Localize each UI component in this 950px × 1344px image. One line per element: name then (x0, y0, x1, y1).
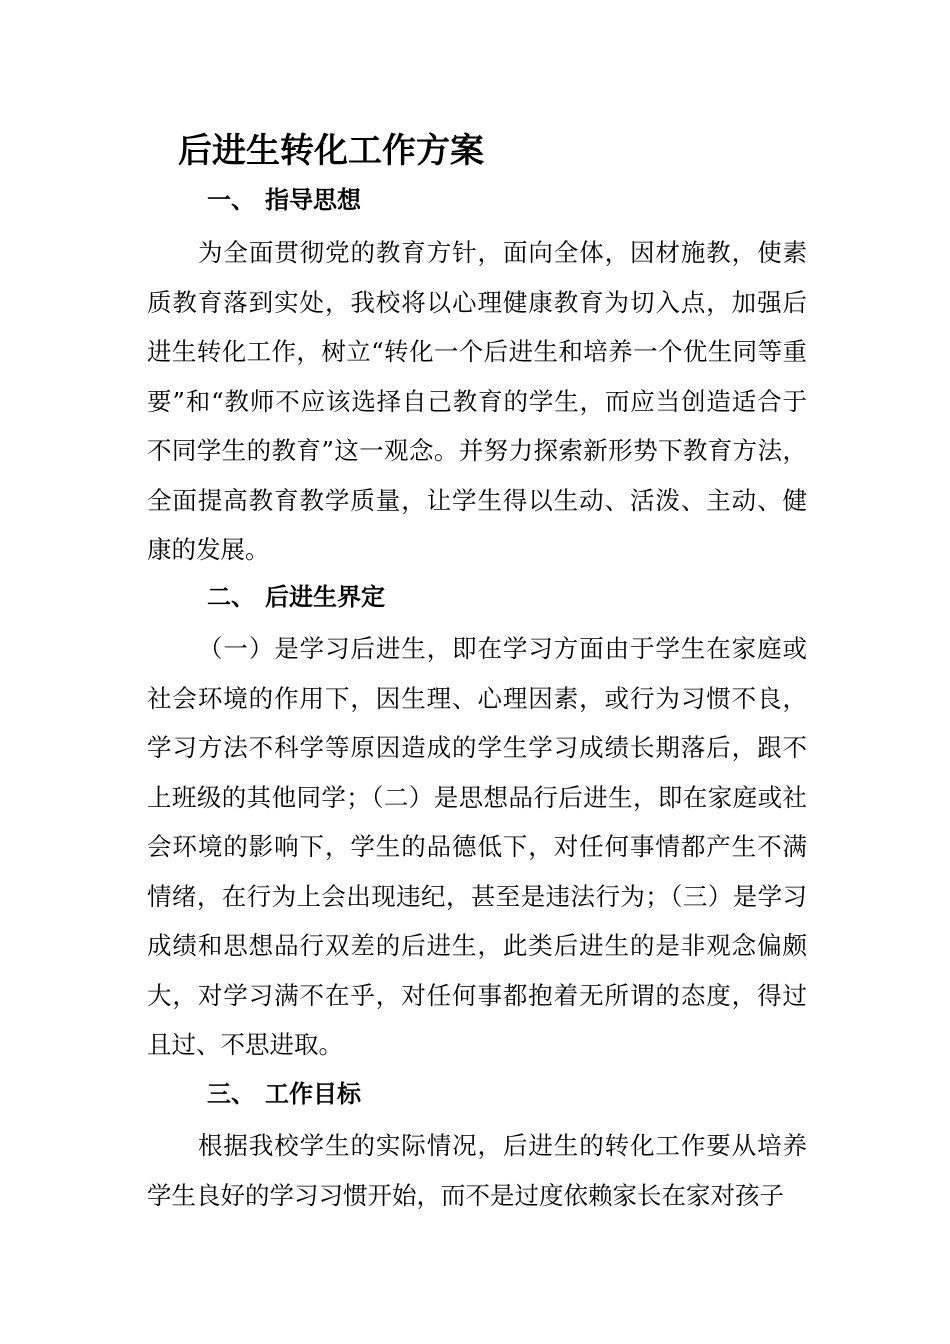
section-number: 一、 (207, 186, 255, 214)
section-number: 二、 (207, 583, 255, 611)
document-title: 后进生转化工作方案 (178, 131, 484, 171)
section-heading-2 (207, 580, 385, 614)
section-body-1: 为全面贯彻党的教育方针，面向全体，因材施教，使素质教育落到实处，我校将以心理健康教育为切入点，加强后进生转化工作，树立“转化一个后进生和培养一个优生同等重要”和“教师不应该选择自己教育的学生，而应当创造适合于不同学生的教育”这一观念。并努力探索新形势下教育方法，全面提高教育教学质量，让学生得以生动、活泼、主动、健康的发展。 (147, 238, 807, 564)
section-heading-text: 工作目标 (265, 1080, 361, 1108)
section-heading-text: 指导思想 (265, 186, 361, 214)
section-heading-text: 后进生界定 (265, 583, 385, 611)
section-number: 三、 (207, 1080, 255, 1108)
section-body-2: （一）是学习后进生，即在学习方面由于学生在家庭或社会环境的作用下，因生理、心理因素，或行为习惯不良，学习方法不科学等原因造成的学生学习成绩长期落后，跟不上班级的其他同学；（二）是思想品行后进生，即在家庭或社会环境的影响下，学生的品德低下，对任何事情都产生不满情绪，在行为上会出现违纪，甚至是违法行为；（三）是学习成绩和思想品行双差的后进生，此类后进生的是非观念偏颇大，对学习满不在乎，对任何事都抱着无所谓的态度，得过且过、不思进取。 (147, 634, 807, 1059)
section-body-3: 根据我校学生的实际情况，后进生的转化工作要从培养学生良好的学习习惯开始，而不是过度依赖家长在家对孩子 (147, 1131, 807, 1210)
section-heading-1 (207, 183, 361, 217)
section-heading-3 (207, 1077, 361, 1111)
